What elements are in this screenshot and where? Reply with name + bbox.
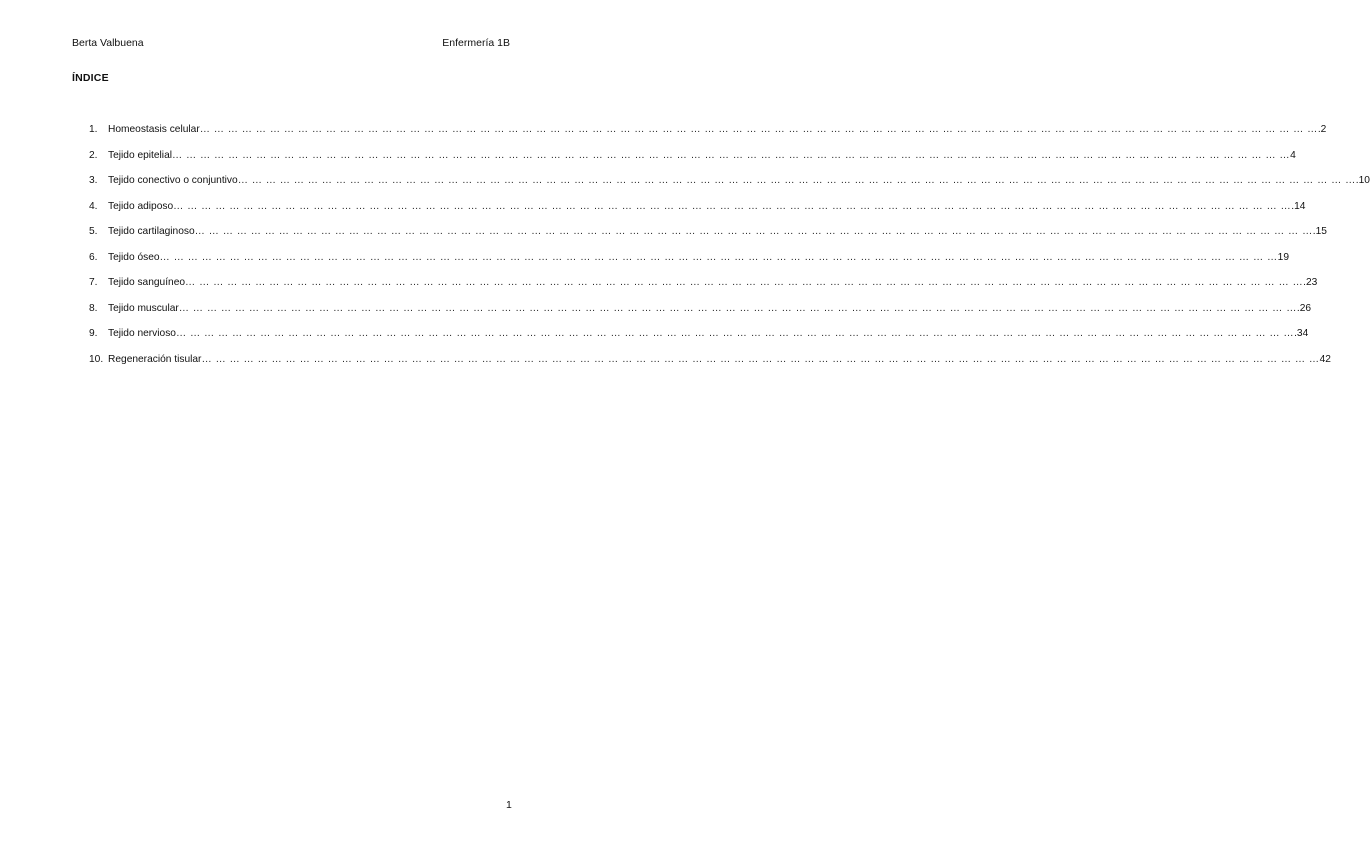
toc-entry-page: .34: [1294, 328, 1309, 339]
toc-leader-dots: … … … … … … … … … … … … … … … … … … … … … … … … … … … … … … … … … … … … … … … … … … … … … … … … … … … … … … … … … … … … … … … … … … … … … … … … … … … … … … … …: [194, 226, 1313, 237]
toc-entry[interactable]: [89, 226, 1327, 252]
toc-entry[interactable]: [89, 251, 1289, 278]
toc-entry-number: 9.: [89, 328, 98, 339]
toc-entry[interactable]: [89, 328, 1309, 354]
toc-entry-label: Tejido conectivo o conjuntivo: [108, 175, 238, 186]
toc-entry-page: .10: [1355, 175, 1370, 186]
page-title: ÍNDICE: [72, 72, 109, 84]
toc-leader-dots: … … … … … … … … … … … … … … … … … … … … … … … … … … … … … … … … … … … … … … … … … … … … … … … … … … … … … … … … … … … … … … … … … … … … … … … … … … … … … … … …: [173, 200, 1292, 212]
toc-entry[interactable]: [89, 175, 1370, 201]
toc-entry-page: 4: [1290, 149, 1296, 161]
toc-entry-number: 5.: [89, 226, 98, 237]
toc-entry-label: Tejido cartilaginoso: [108, 226, 195, 237]
header-course: Enfermería 1B: [442, 37, 510, 49]
toc-entry-page: .26: [1296, 302, 1312, 314]
toc-entry-number: 6.: [89, 251, 98, 263]
toc-leader-dots: … … … … … … … … … … … … … … … … … … … … … … … … … … … … … … … … … … … … … … … … … … … … … … … … … … … … … … … … … … … … … … … … … … … … … … … … … … … … … … … …: [201, 353, 1320, 365]
toc-leader-dots: … … … … … … … … … … … … … … … … … … … … … … … … … … … … … … … … … … … … … … … … … … … … … … … … … … … … … … … … … … … … … … … … … … … … … … … … … … … … … … … …: [185, 277, 1304, 288]
toc-entry-page: .23: [1303, 277, 1318, 288]
toc-entry-number: 4.: [89, 200, 98, 212]
toc-entry-number: 2.: [89, 149, 98, 161]
toc-entry[interactable]: [89, 124, 1327, 150]
toc-entry-page: 42: [1319, 353, 1331, 365]
toc-entry[interactable]: [89, 353, 1331, 380]
page-number: 1: [506, 799, 512, 811]
toc-entry-label: Tejido adiposo: [108, 200, 174, 212]
toc-entry-label: Tejido epitelial: [108, 149, 172, 161]
toc-entry[interactable]: [89, 277, 1318, 303]
toc-entry-label: Homeostasis celular: [108, 124, 200, 135]
header-author: Berta Valbuena: [72, 37, 144, 49]
toc-entry-label: Tejido muscular: [108, 302, 179, 314]
toc-entry-number: 1.: [89, 124, 98, 135]
toc-entry-number: 10.: [89, 353, 104, 365]
toc-entry-label: Regeneración tisular: [108, 353, 202, 365]
toc-entry-page: .2: [1317, 124, 1327, 135]
toc-leader-dots: … … … … … … … … … … … … … … … … … … … … … … … … … … … … … … … … … … … … … … … … … … … … … … … … … … … … … … … … … … … … … … … … … … … … … … … … … … … … … … … …: [159, 251, 1278, 263]
toc-entry-page: 19: [1277, 251, 1289, 263]
toc-entry-page: .15: [1312, 226, 1327, 237]
table-of-contents: [89, 124, 1370, 379]
toc-entry[interactable]: [89, 149, 1296, 176]
toc-entry[interactable]: [89, 200, 1306, 227]
toc-entry-number: 8.: [89, 302, 98, 314]
toc-entry-page: .14: [1291, 200, 1306, 212]
toc-leader-dots: … … … … … … … … … … … … … … … … … … … … … … … … … … … … … … … … … … … … … … … … … … … … … … … … … … … … … … … … … … … … … … … … … … … … … … … … … … … … … … … …: [178, 302, 1297, 314]
toc-leader-dots: … … … … … … … … … … … … … … … … … … … … … … … … … … … … … … … … … … … … … … … … … … … … … … … … … … … … … … … … … … … … … … … … … … … … … … … … … … … … … … … …: [199, 124, 1318, 135]
toc-entry-number: 7.: [89, 277, 98, 288]
toc-entry-number: 3.: [89, 175, 98, 186]
toc-leader-dots: … … … … … … … … … … … … … … … … … … … … … … … … … … … … … … … … … … … … … … … … … … … … … … … … … … … … … … … … … … … … … … … … … … … … … … … … … … … … … … … …: [175, 328, 1295, 339]
toc-leader-dots: … … … … … … … … … … … … … … … … … … … … … … … … … … … … … … … … … … … … … … … … … … … … … … … … … … … … … … … … … … … … … … … … … … … … … … … … … … … … … … … …: [237, 175, 1356, 186]
toc-entry-label: Tejido nervioso: [108, 328, 176, 339]
toc-entry-label: Tejido sanguíneo: [108, 277, 186, 288]
toc-entry-label: Tejido óseo: [108, 251, 160, 263]
toc-leader-dots: … … … … … … … … … … … … … … … … … … … … … … … … … … … … … … … … … … … … … … … … … … … … … … … … … … … … … … … … … … … … … … … … … … … … … … … … … … … … … … … …: [172, 149, 1291, 161]
toc-entry[interactable]: [89, 302, 1312, 329]
